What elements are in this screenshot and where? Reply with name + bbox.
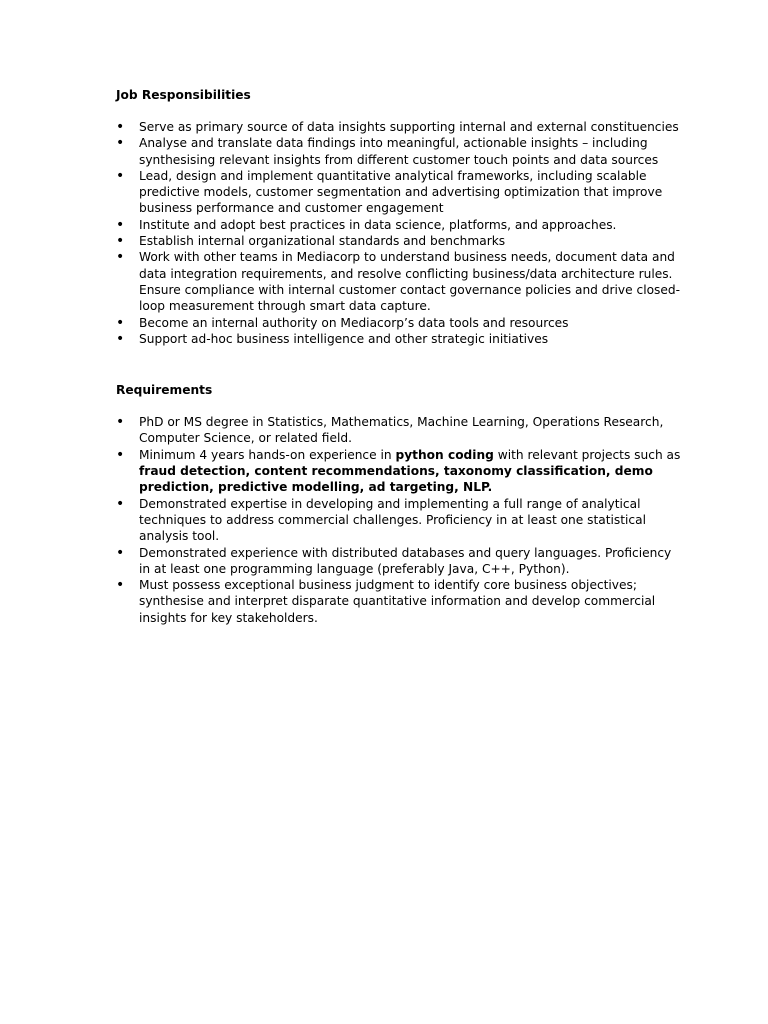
bold-text: python coding [395,447,494,462]
list-item: • Support ad-hoc business intelligence and other strategic initiatives [116,331,686,347]
list-item: • Must possess exceptional business judgment to identify core business objectives; synthesise and interpret disparate quantitative information and develop commercial insights for key stakeholders. [116,577,686,626]
list-item: • Lead, design and implement quantitative analytical frameworks, including scalable predictive models, customer segmentation and advertising optimization that improve business performance and customer engagement [116,168,686,217]
list-item: • Analyse and translate data findings into meaningful, actionable insights – including synthesising relevant insights from different customer touch points and data sources [116,135,686,168]
list-item: • Demonstrated experience with distributed databases and query languages. Proficiency in at least one programming language (preferably Java, C++, Python). [116,545,686,578]
job-responsibilities-list [116,119,686,347]
requirements-heading: Requirements [116,383,213,398]
list-item: • Establish internal organizational standards and benchmarks [116,233,686,249]
list-item: • Work with other teams in Mediacorp to understand business needs, document data and data integration requirements, and resolve conflicting business/data architecture rules. Ensure compliance with internal customer contact governance policies and drive closed-loop measurement through smart data capture. [116,249,686,314]
list-item: • Serve as primary source of data insights supporting internal and external constituencies [116,119,686,135]
list-item: • Institute and adopt best practices in data science, platforms, and approaches. [116,217,686,233]
text-span: with relevant projects such as [493,447,681,462]
list-item [116,447,686,496]
text-span: Minimum 4 years hands-on experience in [139,447,396,462]
requirements-list [116,414,686,626]
list-item: • Become an internal authority on Mediacorp’s data tools and resources [116,315,686,331]
list-item: • PhD or MS degree in Statistics, Mathematics, Machine Learning, Operations Research, Computer Science, or related field. [116,414,686,447]
document-content [116,86,686,626]
section-spacer [116,347,686,381]
list-item: • Demonstrated expertise in developing and implementing a full range of analytical techniques to address commercial challenges. Proficiency in at least one statistical analysis tool. [116,496,686,545]
job-responsibilities-heading: Job Responsibilities [116,88,251,102]
bold-text: fraud detection, content recommendations, taxonomy classification, demo prediction, predictive modelling, ad targeting, NLP. [139,464,653,495]
